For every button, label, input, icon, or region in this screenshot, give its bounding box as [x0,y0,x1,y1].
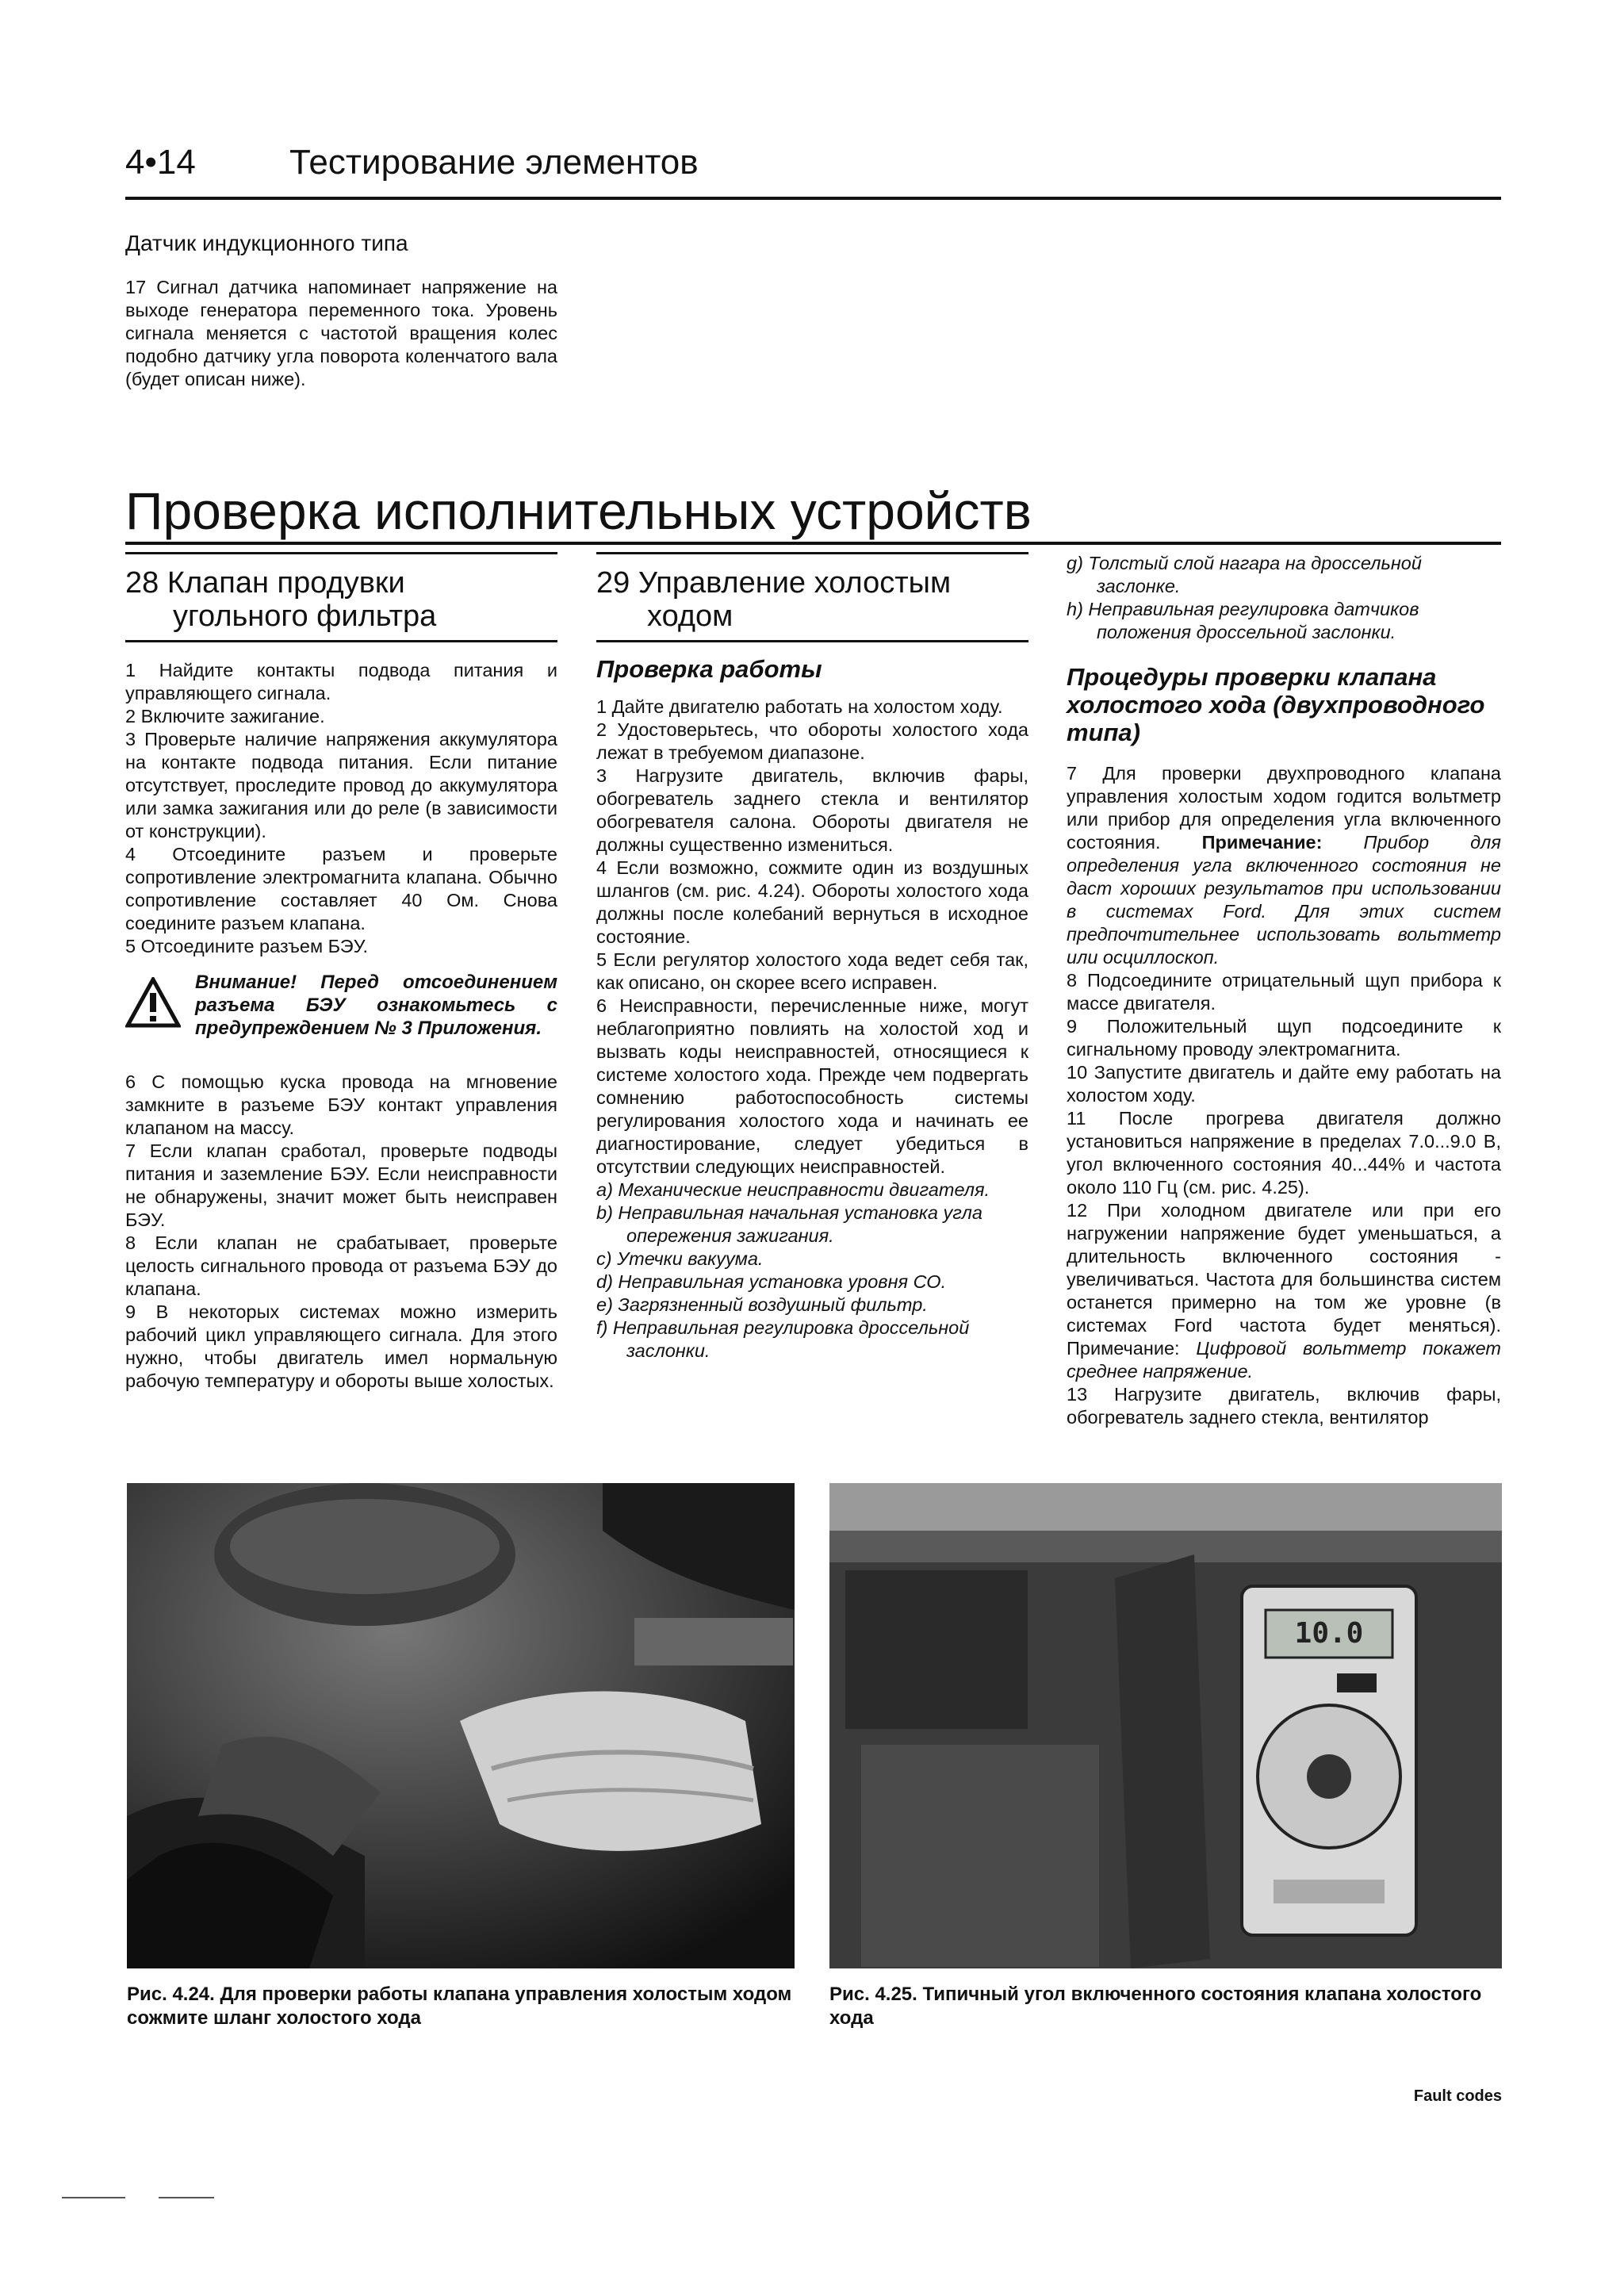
footer-tag: Fault codes [1413,2087,1502,2105]
rc-p8: 8 Подсоедините отрицательный щуп прибора к массе двигателя. [1067,970,1501,1014]
header-rule [125,197,1501,200]
rc-p11: 11 После прогрева двигателя должно установиться напряжение в пределах 7.0...9.0 В, угол включенного состояния 40...44% и частота около 110 Гц (см. рис. 4.25). [1067,1108,1501,1198]
rc-p7-note: Прибор для определения угла включенного состояния не даст хороших результатов при использовании в системах Ford. Для этих систем предпочтительнее использовать вольтметр или осциллоскоп. [1067,832,1501,968]
warning-text: Внимание! Перед отсоединением разъема БЭУ ознакомьтесь с предупреждением № 3 Приложения. [195,972,557,1039]
s29-p6: 6 Неисправности, перечисленные ниже, могут неблагоприятно повлиять на холостой ход и вызвать коды неисправностей, относящиеся к системе холостого хода. Прежде чем подвергать сомнению работоспособность системы регулирования холостого хода и начинать ее диагностирование, следует убедиться в отсутствии следующих неисправностей. [596,995,1028,1177]
rc-p12-note: Цифровой вольтметр покажет среднее напряжение. [1067,1338,1501,1382]
main-heading: Проверка исполнительных устройств [125,481,1032,540]
rc-p7 [1067,762,1501,969]
col1-top-rule [125,552,557,554]
inductive-p17: 17 Сигнал датчика напоминает напряжение на выходе генератора переменного тока. Уровень сигнала меняется с частотой вращения колес подобно датчику угла поворота коленчатого вала (будет описан ниже). [125,277,557,389]
figure-4-25-caption: Рис. 4.25. Типичный угол включенного состояния клапана холостого хода [829,1984,1482,2029]
column-3 [1067,552,1501,1429]
s28-p7: 7 Если клапан сработал, проверьте подводы питания и заземление БЭУ. Если неисправности не обнаружены, значит может быть неисправен БЭУ. [125,1140,557,1230]
col2-top-rule [596,552,1028,554]
s29-p3: 3 Нагрузите двигатель, включив фары, обогреватель заднего стекла и вентилятор обогревателя салона. Обороты двигателя не должны существенно измениться. [596,765,1028,855]
figure-4-25-illustration [829,1483,1502,1968]
main-heading-rule [125,542,1501,545]
section29-title-line1: 29 Управление холостым [596,566,952,600]
figure-4-24-photo [127,1483,795,1968]
s29-p5: 5 Если регулятор холостого хода ведет себя так, как описано, он скорее всего исправен. [596,949,1028,993]
s28-p3: 3 Проверьте наличие напряжения аккумулятора на контакте подвода питания. Если питание отсутствует, проследите провод до аккумулятора или замка зажигания или до реле (в зависимости от конструкции). [125,729,557,841]
rc-p10: 10 Запустите двигатель и дайте ему работать на холостом ходу. [1067,1062,1501,1106]
section29-title [596,566,1028,633]
multimeter-display: 10.0 [1294,1617,1364,1650]
col1-mid-rule [125,640,557,642]
s29-p4: 4 Если возможно, сожмите один из воздушных шлангов (см. рис. 4.24). Обороты холостого хода должны после колебаний вернуться в исходное состояние. [596,857,1028,947]
s29-p1: 1 Дайте двигателю работать на холостом ходу. [596,696,1003,717]
s28-p1: 1 Найдите контакты подвода питания и управляющего сигнала. [125,660,557,703]
list-item: h) Неправильная регулировка датчиков положения дроссельной заслонки. [1067,599,1419,642]
list-item: c) Утечки вакуума. [596,1248,764,1269]
page-number: 4•14 [125,143,196,182]
s28-p6: 6 С помощью куска провода на мгновение замкните в разъеме БЭУ контакт управления клапаном на массу. [125,1071,557,1138]
s29-fault-list [596,1179,1028,1363]
rc-p12-text: 12 При холодном двигателе или при его нагружении напряжение будет уменьшаться, а длительность включенного состояния - увеличиваться. Частота для большинства систем останется примерно на том же уровне (в системах Ford частота будет меняться). Примечание: [1067,1200,1501,1359]
list-item: e) Загрязненный воздушный фильтр. [596,1294,928,1315]
rc-p9: 9 Положительный щуп подсоедините к сигнальному проводу электромагнита. [1067,1016,1501,1060]
rc-p7-note-label: Примечание: [1201,832,1323,853]
section28-title [125,566,557,633]
figure-4-25-photo [829,1483,1502,1968]
s28-p4: 4 Отсоедините разъем и проверьте сопротивление электромагнита клапана. Обычно сопротивление составляет 40 Ом. Снова соедините разъем клапана. [125,844,557,933]
list-item: f) Неправильная регулировка дроссельной заслонки. [596,1317,970,1361]
section29-subheading: Проверка работы [596,655,822,683]
rc-p7-text: 7 Для проверки двухпроводного клапана управления холостым ходом годится вольтметр или прибор для определения угла включенного состояния. [1067,763,1501,853]
section28-title-line1: 28 Клапан продувки [125,566,405,600]
figure-4-24-illustration [127,1483,795,1968]
s28-p8: 8 Если клапан не срабатывает, проверьте целость сигнального провода от разъема БЭУ до клапана. [125,1232,557,1299]
list-item: a) Механические неисправности двигателя. [596,1179,990,1200]
right-subheading: Процедуры проверки клапана холостого хода (двухпроводного типа) [1067,663,1485,746]
col2-mid-rule [596,640,1028,642]
s29-p2: 2 Удостоверьтесь, что обороты холостого хода лежат в требуемом диапазоне. [596,719,1028,763]
list-item: b) Неправильная начальная установка угла опережения зажигания. [596,1202,982,1246]
rc-p13: 13 Нагрузите двигатель, включив фары, обогреватель заднего стекла, вентилятор [1067,1384,1501,1428]
right-fault-list [1067,552,1501,644]
inductive-heading: Датчик индукционного типа [125,231,408,255]
page-title: Тестирование элементов [289,143,699,182]
s28-p2: 2 Включите зажигание. [125,706,325,726]
rc-p12 [1067,1199,1501,1383]
list-item: d) Неправильная установка уровня СО. [596,1271,947,1292]
list-item: g) Толстый слой нагара на дроссельной заслонке. [1067,553,1422,596]
figure-4-24-caption: Рис. 4.24. Для проверки работы клапана управления холостым ходом сожмите шланг холостого хода [127,1984,792,2029]
section29-title-line2: ходом [647,600,733,633]
footer-dash-2 [159,2197,214,2198]
warning-block [125,971,557,1058]
s28-p5: 5 Отсоедините разъем БЭУ. [125,936,369,956]
footer-dash-1 [62,2197,125,2198]
warning-icon [125,977,181,1028]
s28-p9: 9 В некоторых системах можно измерить рабочий цикл управляющего сигнала. Для этого нужно, чтобы двигатель имел нормальную рабочую температуру и обороты выше холостых. [125,1301,557,1391]
section28-title-line2: угольного фильтра [173,600,437,633]
